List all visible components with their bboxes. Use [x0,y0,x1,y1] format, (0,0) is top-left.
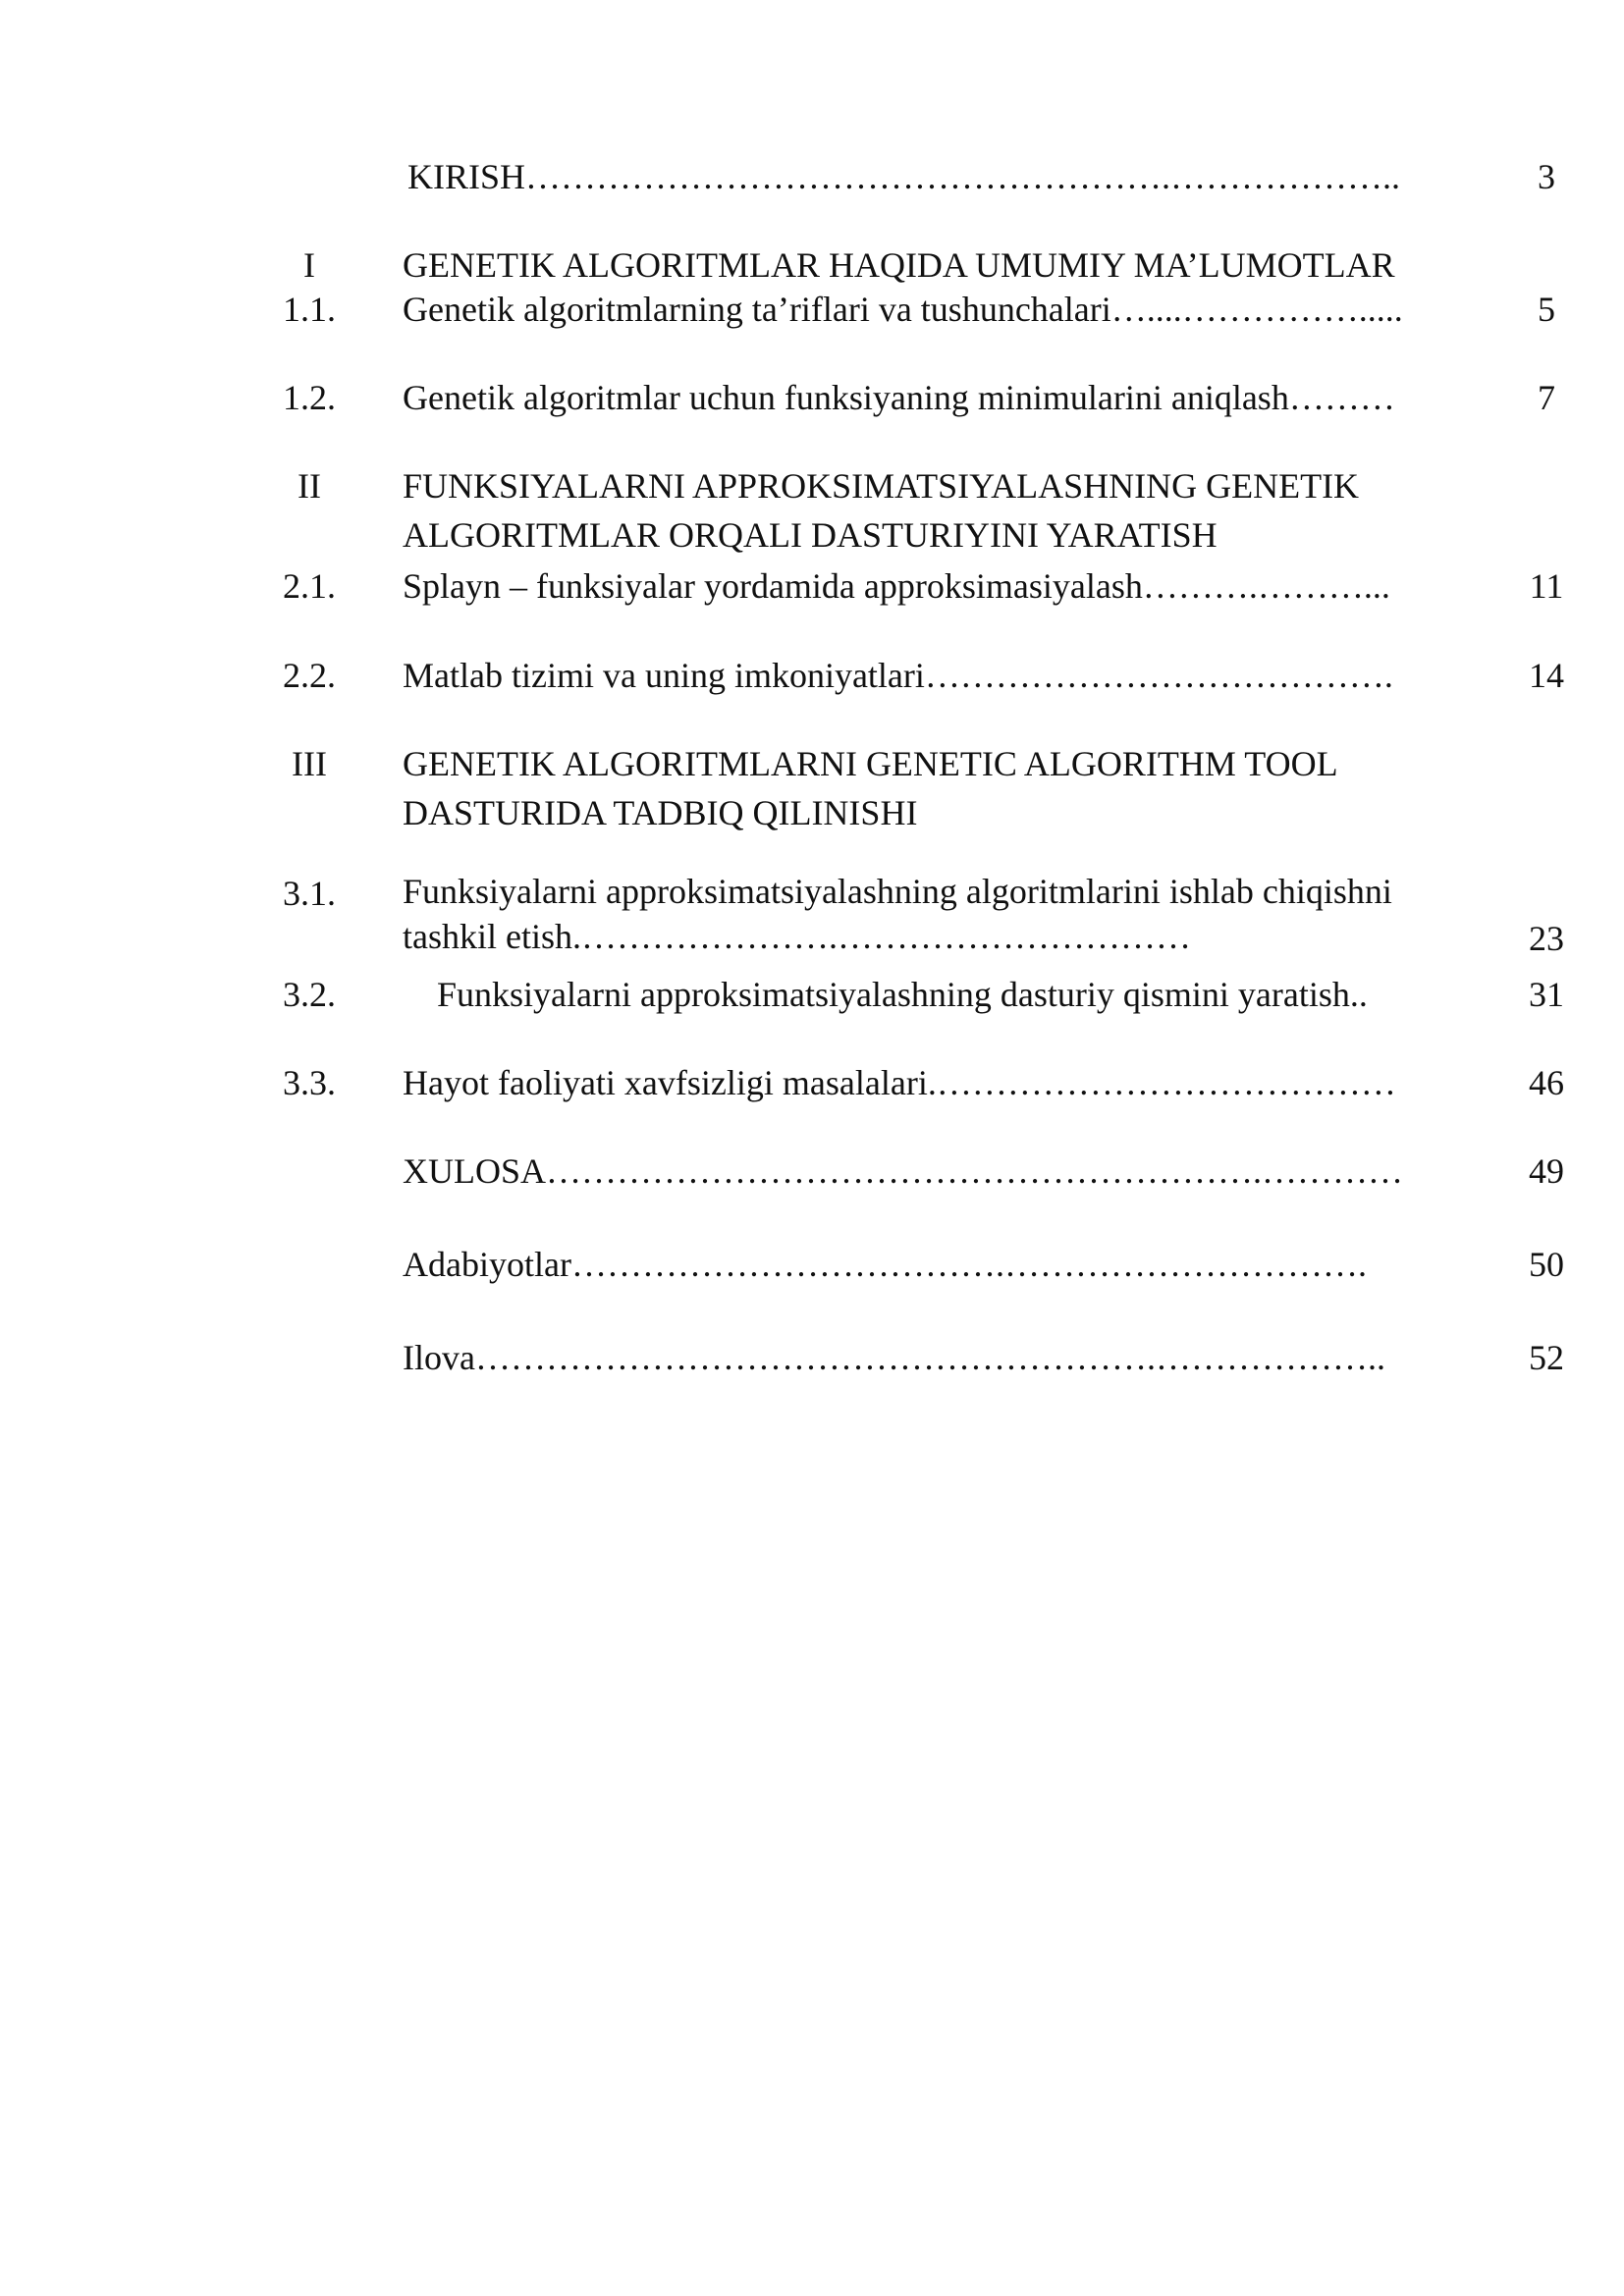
toc-page-number: 11 [1529,566,1564,606]
toc-title [403,1240,1490,1289]
toc-title-line: Adabiyotlar……………………………….…………………………. [403,1245,1367,1284]
toc-title [403,869,1490,959]
toc-title [403,1333,1490,1382]
toc-title-line: Hayot faoliyati xavfsizligi masalalari.………………………………… [403,1063,1396,1102]
toc-title-line: XULOSA…………………………………………………….………… [403,1151,1404,1191]
toc-title-line: Genetik algoritmlar uchun funksiyaning minimularini aniqlash……… [403,378,1395,417]
toc-title [403,373,1490,422]
toc-page-number: 23 [1529,919,1564,958]
toc-title-line: Genetik algoritmlarning ta’riflari va tushunchalari…....……………..... [403,290,1403,329]
toc-page-number: 46 [1529,1063,1564,1102]
toc-title [403,651,1490,700]
toc-number: 3.1. [283,874,336,913]
toc-number: 1.2. [283,378,336,417]
toc-title-line: Ilova………………………………………………….……………….. [403,1338,1385,1377]
toc-title-line: tashkil etish.………………….………………………… [403,917,1191,956]
toc-number: 3.3. [283,1063,336,1102]
toc-number: II [298,466,321,506]
toc-number: I [303,245,315,285]
toc-title [403,1058,1490,1107]
toc-title-line: DASTURIDA TADBIQ QILINISHI [403,793,918,832]
toc-title [403,461,1490,560]
toc-page-number: 50 [1529,1245,1564,1284]
toc-number: 2.2. [283,656,336,695]
toc-title-line: FUNKSIYALARNI APPROKSIMATSIYALASHNING GENETIK [403,466,1360,506]
toc-title-line: GENETIK ALGORITMLARNI GENETIC ALGORITHM TOOL [403,744,1338,783]
toc-title-line: Funksiyalarni approksimatsiyalashning algoritmlarini ishlab chiqishni [403,872,1392,911]
toc-number: 3.2. [283,975,336,1014]
toc-page-number: 7 [1538,378,1555,417]
toc-page-number: 31 [1529,975,1564,1014]
toc-number: 1.1. [283,290,336,329]
toc-title [403,1147,1490,1196]
toc-title-line: GENETIK ALGORITMLAR HAQIDA UMUMIY MA’LUMOTLAR [403,245,1395,285]
toc-title [403,285,1490,334]
toc-title [403,240,1490,290]
toc-title-line: ALGORITMLAR ORQALI DASTURIYINI YARATISH [403,515,1218,555]
toc-title [407,152,1495,201]
toc-page-number: 14 [1529,656,1564,695]
toc-page-number: 5 [1538,290,1555,329]
toc-title [403,561,1490,611]
toc-page-number: 49 [1529,1151,1564,1191]
toc-number: 2.1. [283,566,336,606]
toc-page-number: 3 [1538,157,1555,196]
toc-title-line: Matlab tizimi va uning imkoniyatlari…………………………………. [403,656,1393,695]
toc-title [403,739,1490,837]
toc-title [437,970,1525,1019]
toc-number: III [292,744,327,783]
toc-page-number: 52 [1529,1338,1564,1377]
toc-title-line: Funksiyalarni approksimatsiyalashning dasturiy qismini yaratish.. [437,975,1368,1014]
toc-title-line: KIRISH……………………………………………….……………….. [407,157,1401,196]
toc-title-line: Splayn – funksiyalar yordamida approksimasiyalash……….………... [403,566,1390,606]
